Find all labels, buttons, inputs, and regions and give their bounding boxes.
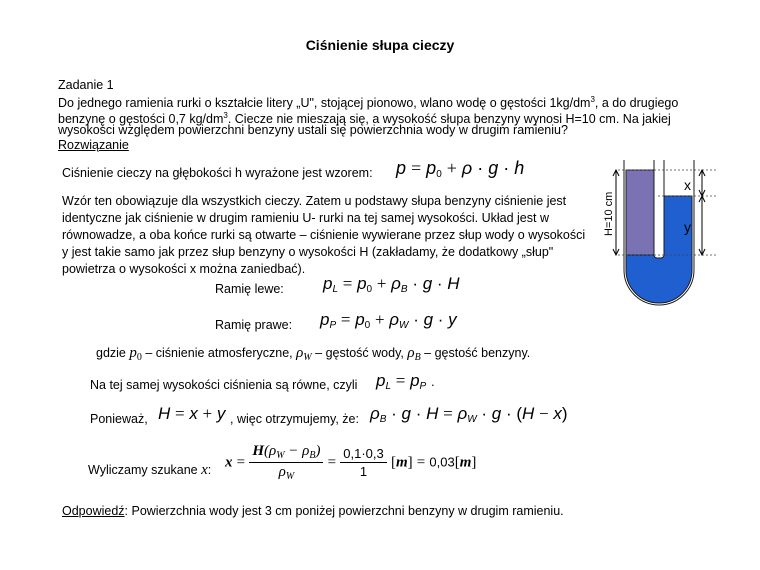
left-arm-formula: $p_L = p_0 + \rho_B \cdot g \cdot H$ [323, 274, 460, 295]
where-line: gdzie $p_0$ – ciśnienie atmosferyczne, $\rho_W$ – gęstość wody, $\rho_B$ – gęstość benzyny. [96, 345, 531, 363]
answer-label: Odpowiedź [62, 504, 125, 518]
where-gdzie: gdzie [96, 346, 126, 360]
same-height-text: Na tej samej wysokości ciśnienia są równe, czyli [90, 378, 358, 392]
so-we-get-text: , więc otrzymujemy, że: [230, 412, 359, 426]
y-label: y [684, 219, 691, 235]
right-arm-label: Ramię prawe: [215, 318, 293, 332]
h-label: H=10 cm [603, 191, 615, 236]
pressure-formula: $p = p_0 + \rho \cdot g \cdot h$ [396, 158, 525, 180]
task-line-2-sup: 3 [223, 111, 228, 120]
symbolic-fraction: $\frac{H(\rho_W - \rho_B)}{\rho_W}$ [249, 443, 323, 482]
balance-formula: $\rho_B \cdot g \cdot H = \rho_W \cdot g \cdot (H - x)$ [370, 404, 568, 425]
where-rhow-desc: – gęstość wody, [315, 346, 404, 360]
x-label: x [684, 177, 691, 193]
compute-label-text: Wyliczamy szukane [88, 463, 198, 477]
task-line-1-pre: Do jednego ramienia rurki o kształcie litery „U", stojącej pionowo, wlano wodę o gęstości 1kg/dm [58, 96, 591, 111]
benzene-column [626, 170, 654, 255]
u-tube-diagram [598, 150, 718, 310]
numeric-fraction [340, 446, 386, 479]
equality-formula: $p_L = p_P$ . [376, 371, 435, 392]
unit-1: m [395, 454, 408, 471]
result-formula: x = $\frac{H(\rho_W - \rho_B)}{\rho_W}$ = $\frac{0,1\cdot 0,3}{1}$ [m] = 0,03[m] [225, 443, 477, 482]
numeric-denominator: 1 [359, 464, 368, 479]
numeric-numerator: 0,1·0,3 [340, 446, 386, 463]
answer-text: : Powierzchnia wody jest 3 cm poniżej powierzchni benzyny w drugim ramieniu. [124, 504, 564, 518]
task-line-2-post: . Ciecze nie mieszają się, a wysokość słupa benzyny wynosi H=10 cm. Na jakiej [227, 112, 671, 127]
page-title: Ciśnienie słupa cieczy [305, 37, 455, 53]
right-arm-formula: $p_P = p_0 + \rho_W \cdot g \cdot y$ [320, 310, 457, 331]
task-line-1-post: , a do drugiego [594, 96, 679, 111]
task-heading: Zadanie 1 [58, 78, 114, 92]
because-text: Ponieważ, [90, 412, 148, 426]
unit-2: m [459, 454, 472, 471]
compute-label: Wyliczamy szukane x: [88, 462, 212, 478]
where-p0-desc: – ciśnienie atmosferyczne, [145, 346, 293, 360]
numeric-result: 0,03 [429, 454, 455, 470]
where-rhob-desc: – gęstość benzyny. [424, 346, 531, 360]
task-line-1-sup: 3 [590, 95, 595, 104]
left-arm-label: Ramię lewe: [215, 282, 284, 296]
pressure-intro: Ciśnienie cieczy na głębokości h wyrażone jest wzorem: [62, 166, 373, 180]
task-line-2-pre: benzynę o gęstości 0,7 kg/dm [58, 112, 224, 127]
explanation-text: Wzór ten obowiązuje dla wszystkich cieczy. Zatem u podstawy słupa benzyny ciśnienie jest identyczne jak ciśnienie w drugim ramieniu U- rurki na tej samej wysokości. Układ jest w równowadze, a oba końce rurki są otwarte – ciśnienie wywierane przez słup wody o wysokości y jest takie samo jak przez słup benzyny o wysokości H (zakładamy, że dodatkowy „słup" powietrza o wysokości x można zaniedbać). [62, 194, 586, 276]
h-sum-formula: H = x + y [158, 404, 226, 423]
task-line-3: wysokości względem powierzchni benzyny ustali się powierzchnia wody w drugim ramieniu? [58, 123, 568, 137]
answer-line [62, 503, 564, 520]
solution-heading: Rozwiązanie [58, 138, 129, 152]
